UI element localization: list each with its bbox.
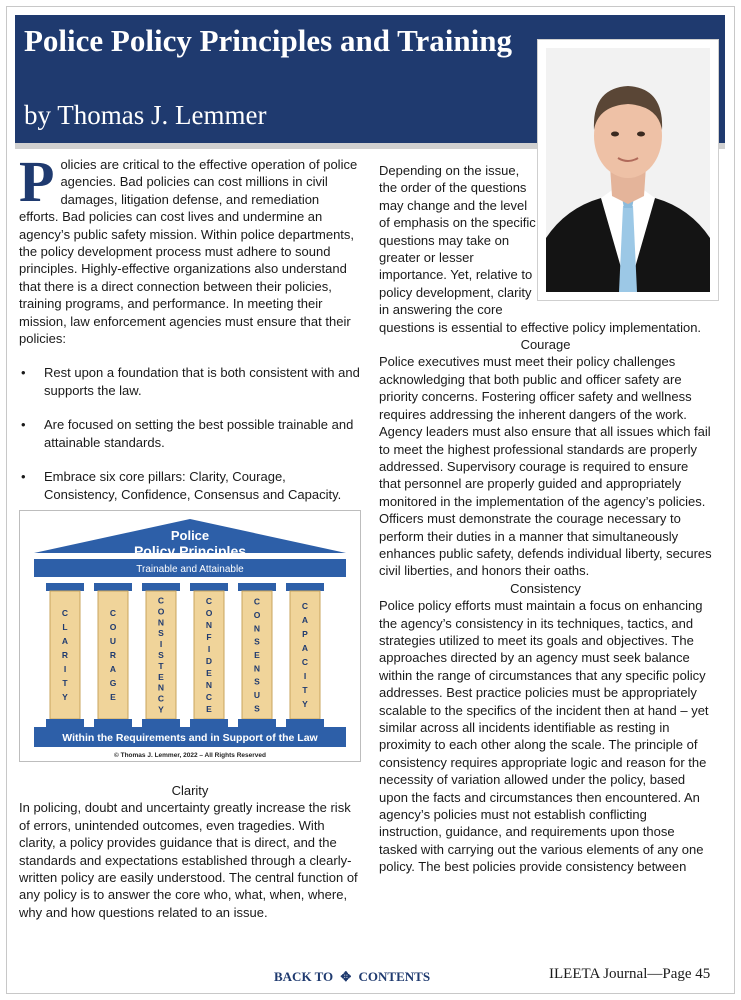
- policy-principles-diagram: [19, 510, 361, 762]
- bullet-item: • Rest upon a foundation that is both consistent with and supports the law.: [19, 364, 361, 399]
- diagram-subtitle: Trainable and Attainable: [136, 564, 244, 575]
- pillar-label: C O N F I D E N C E: [205, 596, 213, 714]
- bullet-item: • Are focused on setting the best possible trainable and attainable standards.: [19, 416, 361, 451]
- right-intro-narrow: Depending on the issue, the order of the questions may change and the level of emphasis on the specific questions may take on greater or lesser importance. Yet, relative to policy development, clarity in answering the core: [379, 163, 536, 318]
- pillar-capital: [142, 583, 180, 591]
- article-author: by Thomas J. Lemmer: [24, 100, 267, 130]
- pillar-capital: [286, 583, 324, 591]
- contents-label: CONTENTS: [358, 969, 431, 984]
- clarity-heading: Clarity: [171, 783, 209, 798]
- pillar-base: [142, 719, 180, 727]
- right-column: [379, 162, 712, 876]
- pillar-label: C L A R I T Y: [61, 608, 69, 702]
- pillar-capital: [94, 583, 132, 591]
- ornament-icon: ✥: [340, 969, 352, 984]
- back-to-label: BACK TO: [274, 969, 334, 984]
- diagram-title-line1: Police: [170, 528, 210, 543]
- pillar-label: C O U R A G E: [109, 608, 117, 702]
- pillar-label: C A P A C I T Y: [301, 601, 309, 709]
- consistency-text: Police policy efforts must maintain a focus on enhancing the agency’s consistency in its techniques, tactics, and strategies utilized to meet its goals and objectives. The approaches directed by an agency must seek balance within the range of circumstances that any specific policy addresses. Best practice policies must be appropriately scalable to the specifics of the incident then at hand – yet similar across all incidents identifiable as resting in proximity to each other along the scale. The principle of consistency requires appropriate logic and reason for the necessity of variation allowed under the policy, based upon the facts and circumstances then encountered. An agency’s policies must not establish conflicting instruction, guidance, and requirements upon those tasked with carrying out the various elements of any one policy. The best policies provide consistency between: [379, 598, 709, 875]
- right-intro-wide: questions is essential to effective policy implementation.: [379, 319, 702, 335]
- intro-text: olicies are critical to the effective operation of police agencies. Bad policies can cost millions in civil damages, litigation defense, and remediation efforts. Bad policies can cost lives and undermine an agency’s public safety mission. Within police departments, the policy development process must adhere to sound principles. Highly-effective organizations also understand that there is a direct connection between their policies, training programs, and performance. In meeting their mission, law enforcement agencies must ensure that their policies:: [19, 157, 358, 347]
- page-number-label: ILEETA Journal—Page 45: [549, 966, 711, 982]
- pillar-capital: [190, 583, 228, 591]
- clarity-section: [19, 782, 361, 921]
- policy-bullet-list: [19, 364, 361, 502]
- diagram-copyright: © Thomas J. Lemmer, 2022 – All Rights Reserved: [114, 752, 266, 759]
- pillar-group: [46, 583, 324, 727]
- pillar-base: [190, 719, 228, 727]
- courage-heading: Courage: [520, 337, 571, 353]
- diagram-title-line2: Policy Principles: [133, 543, 247, 559]
- pillar-capital: [46, 583, 84, 591]
- pillar-base: [238, 719, 276, 727]
- courage-text: Police executives must meet their policy challenges acknowledging that both public and officer safety are priority concerns. Fostering officer safety and wellness requires addressing the inherent dangers of the work. Agency leaders must also ensure that all issues which fail to meet the highest professional standards are properly addressed. Supervisory courage is required to ensure that personnel are properly guided and appropriately monitored in the implementation of the agency’s policies. Officers must demonstrate the courage necessary to perform their duties in a manner that simultaneously enhances public safety, defends individual liberty, secures civil liberties, and honors their oaths.: [379, 354, 712, 579]
- pillar-base: [46, 719, 84, 727]
- bullet-item: • Embrace six core pillars: Clarity, Courage, Consistency, Confidence, Consensus and Capacity.: [19, 468, 361, 503]
- pillar-label: C O N S I S T E N C Y: [157, 595, 165, 715]
- pillar-base: [286, 719, 324, 727]
- pillar-base: [94, 719, 132, 727]
- pillar-capital: [238, 583, 276, 591]
- article-title: Police Policy Principles and Training: [24, 23, 512, 58]
- back-to-contents-link[interactable]: [274, 969, 430, 985]
- consistency-heading: Consistency: [510, 580, 581, 596]
- diagram-base-label: Within the Requirements and in Support of the Law: [62, 732, 318, 744]
- pillar-label: C O N S E N S U S: [253, 596, 261, 714]
- drop-cap: P: [19, 149, 55, 214]
- intro-paragraph: [19, 149, 361, 347]
- left-column: [19, 149, 361, 520]
- clarity-text: In policing, doubt and uncertainty greatly increase the risk of errors, unintended outcomes, even tragedies. With clarity, a policy provides guidance that is direct, and the standards and expectations established through a clearly-written policy are easily understood. The central function of any policy is to answer the core who, what, when, where, why and how questions related to an issue.: [19, 800, 358, 920]
